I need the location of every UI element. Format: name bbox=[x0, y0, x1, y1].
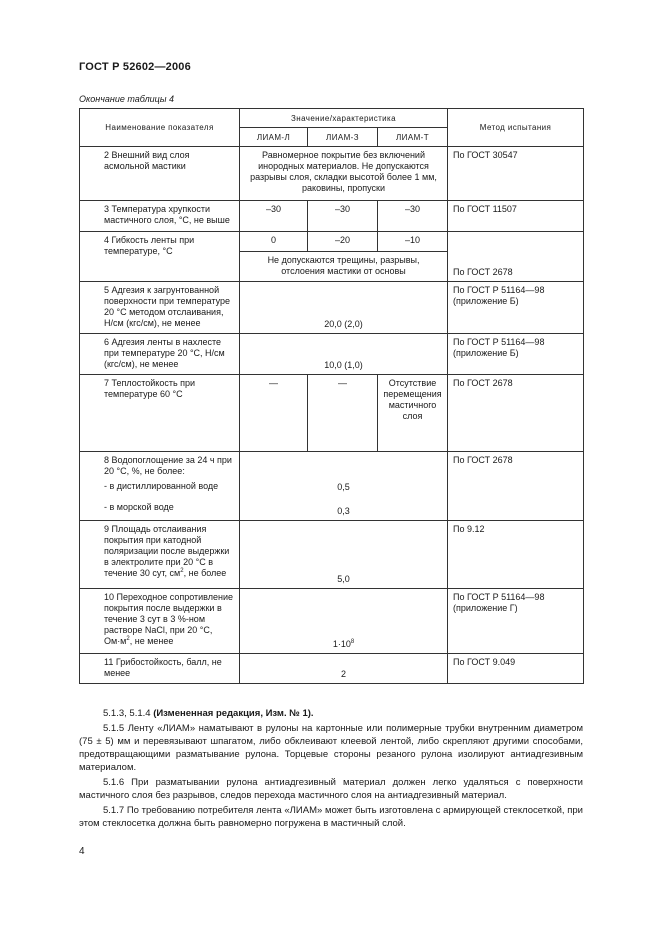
row-value-t: –30 bbox=[378, 201, 448, 232]
row-method: По ГОСТ 30547 bbox=[448, 147, 584, 201]
row-method: По ГОСТ 2678 bbox=[448, 375, 584, 452]
spec-table bbox=[79, 108, 584, 684]
col-value-header: Значение/характеристика bbox=[240, 109, 448, 128]
amendment-note: (Измененная редакция, Изм. № 1). bbox=[153, 708, 314, 719]
row-value-z: –20 bbox=[308, 232, 378, 252]
table-row bbox=[80, 654, 584, 684]
row-name: 5 Адгезия к загрунтованной поверхности при температуре 20 °С методом отслаивания, Н/см (кгс/см), не менее bbox=[80, 282, 240, 334]
paragraph: 5.1.7 По требованию потребителя лента «ЛИАМ» может быть изготовлена с армирующей стеклосеткой, при этом стеклосетка должна быть равномерно погружена в мастичный слой. bbox=[79, 805, 583, 829]
table-row bbox=[80, 452, 584, 521]
paragraph bbox=[79, 707, 583, 720]
row-name: 10 Переходное сопротивление покрытия после выдержки в течение 3 сут в 3 %-ном растворе NaCl, при 20 °С, $Ом\cdot м^2$, не менее bbox=[80, 589, 240, 654]
table-row bbox=[80, 147, 584, 201]
row-method: По ГОСТ Р 51164—98 (приложение Г) bbox=[448, 589, 584, 654]
row-value: 0,5 bbox=[337, 482, 350, 492]
row-value-t: –10 bbox=[378, 232, 448, 252]
row-name-text: 8 Водопоглощение за 24 ч при 20 °С, %, не более: bbox=[104, 455, 232, 476]
row-name: 9 Площадь отслаивания покрытия при катодной поляризации после выдержки в электролите при 20 °С в течение 30 сут, $см^2$, не более bbox=[80, 521, 240, 589]
table-header-row bbox=[80, 109, 584, 128]
row-values bbox=[240, 452, 448, 521]
row-value: 0,3 bbox=[337, 506, 350, 516]
row-name: 6 Адгезия ленты в нахлесте при температуре 20 °С, Н/см (кгс/см), не менее bbox=[80, 334, 240, 375]
paragraph: 5.1.5 Ленту «ЛИАМ» наматывают в рулоны на картонные или полимерные трубки внутренним диаметром (75 ± 5) мм и перевязывают шпагатом, либо обклеивают клеевой лентой, либо скрепляют другими способами, предотвращающими разматывание рулона. Торцевые стороны резаного рулона изолируют антиадгезивным материалом. bbox=[79, 723, 583, 773]
col-liam-l-header: ЛИАМ-Л bbox=[240, 128, 308, 147]
row-subitem: - в дистиллированной воде bbox=[104, 481, 219, 491]
table-row bbox=[80, 521, 584, 589]
row-value: 20,0 (2,0) bbox=[240, 282, 448, 334]
table-row bbox=[80, 375, 584, 452]
row-value: Равномерное покрытие без включений инородных материалов. Не допускаются разрывы слоя, складки высотой более 1 мм, раковины, пропуски bbox=[240, 147, 448, 201]
row-method: По ГОСТ Р 51164—98 (приложение Б) bbox=[448, 334, 584, 375]
col-liam-t-header: ЛИАМ-Т bbox=[378, 128, 448, 147]
table-row bbox=[80, 282, 584, 334]
row-value: 10,0 (1,0) bbox=[240, 334, 448, 375]
row-value-z: — bbox=[308, 375, 378, 452]
row-note: Не допускаются трещины, разрывы, отслоения мастики от основы bbox=[240, 252, 448, 282]
row-value: $1\cdot 10^8$ bbox=[240, 589, 448, 654]
col-liam-z-header: ЛИАМ-З bbox=[308, 128, 378, 147]
table-row bbox=[80, 334, 584, 375]
body-text bbox=[79, 707, 583, 832]
paragraph-number: 5.1.3, 5.1.4 bbox=[103, 708, 151, 719]
row-name: 4 Гибкость ленты при температуре, °С bbox=[80, 232, 240, 282]
row-name bbox=[80, 452, 240, 521]
row-name: 11 Грибостойкость, балл, не менее bbox=[80, 654, 240, 684]
row-value-t: Отсутствие перемещения мастичного слоя bbox=[378, 375, 448, 452]
row-name: 3 Температура хрупкости мастичного слоя, °С, не выше bbox=[80, 201, 240, 232]
row-value-l: –30 bbox=[240, 201, 308, 232]
row-subitem: - в морской воде bbox=[104, 502, 174, 512]
page-number: 4 bbox=[79, 846, 85, 857]
document-header: ГОСТ Р 52602—2006 bbox=[79, 61, 191, 73]
row-value-z: –30 bbox=[308, 201, 378, 232]
table-row bbox=[80, 589, 584, 654]
paragraph: 5.1.6 При разматывании рулона антиадгезивный материал должен легко удаляться с поверхности мастичного слоя без разрывов, следов перехода мастичного слоя на антиадгезивный материал. bbox=[79, 777, 583, 801]
table-caption: Окончание таблицы 4 bbox=[79, 94, 174, 104]
row-value: 2 bbox=[240, 654, 448, 684]
row-method: По ГОСТ 2678 bbox=[448, 232, 584, 282]
row-value: 5,0 bbox=[240, 521, 448, 589]
row-method: По ГОСТ 2678 bbox=[448, 452, 584, 521]
row-method: По ГОСТ 9.049 bbox=[448, 654, 584, 684]
row-value-l: — bbox=[240, 375, 308, 452]
col-method-header: Метод испытания bbox=[448, 109, 584, 147]
row-name: 7 Теплостойкость при температуре 60 °С bbox=[80, 375, 240, 452]
table-row bbox=[80, 201, 584, 232]
row-method: По ГОСТ 11507 bbox=[448, 201, 584, 232]
col-name-header: Наименование показателя bbox=[80, 109, 240, 147]
row-name: 2 Внешний вид слоя асмольной мастики bbox=[80, 147, 240, 201]
row-method: По ГОСТ Р 51164—98 (приложение Б) bbox=[448, 282, 584, 334]
table-row bbox=[80, 232, 584, 252]
row-method: По 9.12 bbox=[448, 521, 584, 589]
row-value-l: 0 bbox=[240, 232, 308, 252]
